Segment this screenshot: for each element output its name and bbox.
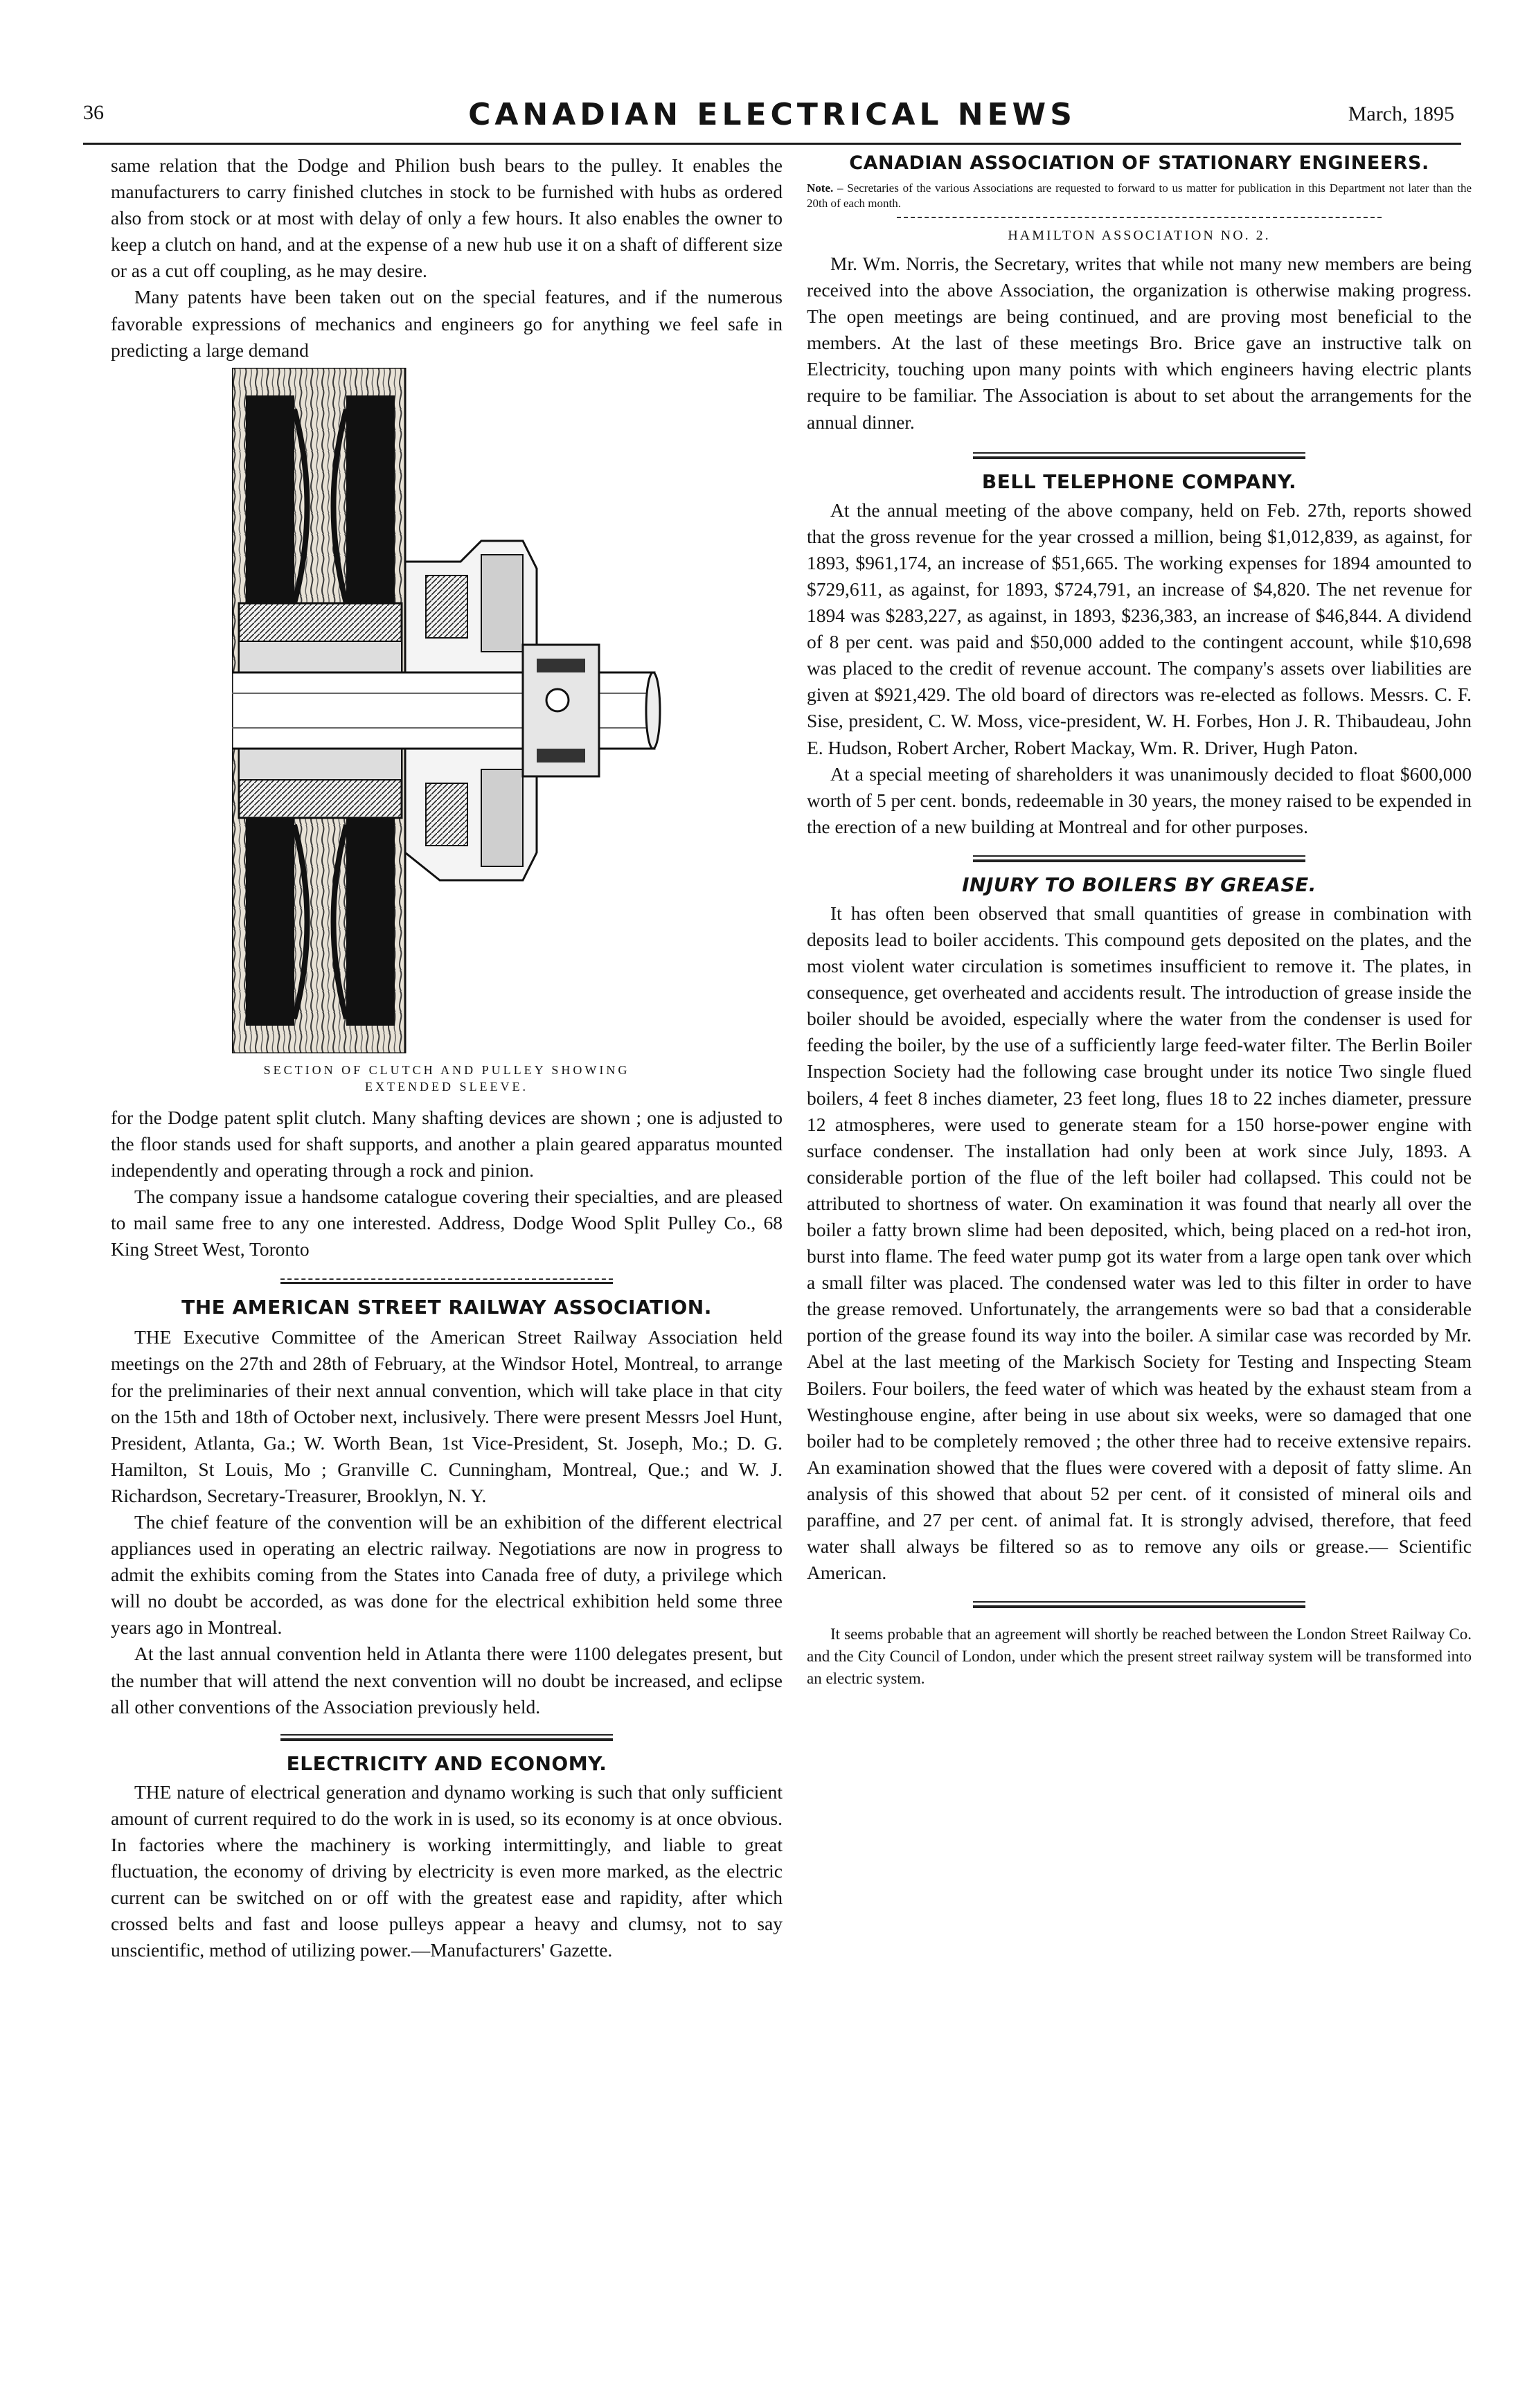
street-railway-paragraph-3: At the last annual convention held in Atlanta there were 1100 delegates present, but the number that will attend the next convention will no doubt be increased, and eclipse all other conventions of the Association previously held. xyxy=(111,1643,783,1718)
left-column xyxy=(111,152,783,1963)
masthead: CANADIAN ELECTRICAL NEWS xyxy=(468,97,1076,132)
intro-paragraph-1: same relation that the Dodge and Philion bush bears to the pulley. It enables the manufacturers to carry finished clutches in stock to be furnished with hubs as ordered also from stock or at most with delay of only a few hours. It also enables the owner to keep a clutch on hand, and at the expense of a new hub use it on a shaft of different size or as a cut off coupling, as he may desire. xyxy=(111,154,783,282)
grease-paragraph-1: It has often been observed that small quantities of grease in combination with deposits lead to boiler accidents. This compound gets deposited on the plates, and the most violent water circulation is sometimes insufficient to remove it. The plates, in consequence, get overheated and accidents result. The introduction of grease inside the boiler should be avoided, especially where the water from the condenser is used for feeding the boiler, by the use of a sufficiently large feed-water filter. The Berlin Boiler Inspection Society had the following case brought under its notice Two single flued boilers, 4 feet 8 inches diameter, 23 feet long, flues 18 to 22 inches diameter, pressure 12 atmospheres, were used to generate steam for a 150 horse-power engine with surface condenser. The installation had only been at work since July, 1893. A considerable portion of the flue of the left boiler had collapsed. This could not be attributed to shortness of water. On examination it was found that nearly all over the boiler a fatty brown slime had been deposited, which, being placed on a red-hot iron, burst into flame. The feed water pump got its water from a large open tank over which a small filter was placed. The condensed water was led to this filter in order to have the grease removed. Unfortunately, the arrangements were so bad that a considerable portion of the grease found its way into the boiler. A similar case was recorded by Mr. Abel at the last meeting of the Markisch Society for Testing and Inspecting Steam Boilers. Four boilers, the feed water of which was heated by the exhaust steam from a Westinghouse engine, after being in use about six weeks, were so damaged that one boiler had to be completely removed ; the other three had to receive extensive repairs. An examination showed that the flues were covered with a deposit of fatty slime. An analysis of this showed that about 52 per cent. of it consisted of mineral oils and paraffine, and 27 per cent. of animal fat. It is strongly advised, therefore, that feed water shall always be filtered so as to remove any oils or grease.— Scientific American. xyxy=(807,902,1472,1584)
bell-paragraph-1: At the annual meeting of the above company, held on Feb. 27th, reports showed that the gross revenue for the year crossed a million, being $1,012,839, as against, for 1893, $961,174, an increase of $51,665. The working expenses for 1894 amounted to $729,611, as against, for 1893, $724,791, an increase of $4,820. The net revenue for 1894 was $283,227, as against, in 1893, $236,383, an increase of $46,844. A dividend of 8 per cent. was paid and $50,000 added to the contingent account, while $10,698 was placed to the credit of revenue account. The company's assets over liabilities are given at $921,429. The old board of directors was re-elected as follows. Messrs. C. F. Sise, president, C. W. Moss, vice-president, W. H. Forbes, Hon J. R. Thibaudeau, John E. Hudson, Robert Archer, Robert Mackay, Wm. R. Driver, Hugh Paton. xyxy=(807,499,1472,758)
figure-caption-line-1: SECTION OF CLUTCH AND PULLEY SHOWING xyxy=(263,1062,630,1077)
note-divider xyxy=(897,217,1382,220)
after-figure-paragraph-1: for the Dodge patent split clutch. Many shafting devices are shown ; one is adjusted to the floor stands used for shaft supports, and another a plain geared apparatus mounted independently and operating through a rock and pinion. xyxy=(111,1106,783,1181)
right-column xyxy=(807,152,1472,1690)
street-railway-title: THE AMERICAN STREET RAILWAY ASSOCIATION. xyxy=(181,1296,712,1319)
bell-paragraph-2: At a special meeting of shareholders it was unanimously decided to float $600,000 worth of 5 per cent. bonds, redeemable in 30 years, the money raised to be expended in the erection of a new building at Montreal and for other purposes. xyxy=(807,762,1472,837)
street-railway-paragraph-2: The chief feature of the convention will be an exhibition of the different electrical appliances used in operating an electric railway. Negotiations are now in progress to admit the exhibits coming from the States into Canada free of duty, a privilege which will no doubt be accorded, as was done for the electrical exhibition held some three years ago in Montreal. xyxy=(111,1510,783,1639)
clutch-pulley-illustration xyxy=(232,368,661,1053)
grease-title: INJURY TO BOILERS BY GREASE. xyxy=(962,873,1316,896)
page-number: 36 xyxy=(83,101,104,124)
engineers-note xyxy=(807,181,1472,211)
page-header xyxy=(83,97,1461,139)
section-divider xyxy=(973,855,1305,864)
engineers-note-text: – Secretaries of the various Associations are requested to forward to us matter for publication in this Department not later than the 20th of each month. xyxy=(807,181,1472,210)
engineers-title: CANADIAN ASSOCIATION OF STATIONARY ENGINEERS. xyxy=(849,152,1429,174)
street-railway-paragraph-1: THE Executive Committee of the American Street Railway Association held meetings on the 27th and 28th of February, at the Windsor Hotel, Montreal, to arrange for the preliminaries of their next annual convention, which will take place in that city on the 15th and 18th of October next, inclusively. There were present Messrs Joel Hunt, President, Atlanta, Ga.; W. Worth Bean, 1st Vice-President, St. Joseph, Mo.; D. G. Hamilton, St Louis, Mo ; Granville C. Cunningham, Montreal, Que.; and W. J. Richardson, Secretary-Treasurer, Brooklyn, N. Y. xyxy=(111,1326,783,1506)
intro-paragraph-2: Many patents have been taken out on the special features, and if the numerous favorable expressions of mechanics and engineers go for anything we feel safe in predicting a large demand xyxy=(111,286,783,361)
after-figure-paragraph-2: The company issue a handsome catalogue covering their specialties, and are pleased to mail same free to any one interested. Address, Dodge Wood Split Pulley Co., 68 King Street West, Toronto xyxy=(111,1186,783,1260)
bell-title: BELL TELEPHONE COMPANY. xyxy=(981,470,1297,493)
final-note: It seems probable that an agreement will shortly be reached between the London Street Railway Co. and the City Council of London, under which the present street railway system will be transformed into an electric system. xyxy=(807,1625,1472,1688)
economy-paragraph-1: THE nature of electrical generation and dynamo working is such that only sufficient amount of current required to do the work in is used, so its economy is at once obvious. In factories where the machinery is working intermittingly, and liable to great fluctuation, the economy of driving by electricity is even more marked, as the electric current can be switched on or off with the greatest ease and rapidity, after which crossed belts and fast and loose pulleys appear a heavy and clumsy, not to say unscientific, method of utilizing power.—Manufacturers' Gazette. xyxy=(111,1781,783,1961)
hamilton-subhead: HAMILTON ASSOCIATION NO. 2. xyxy=(1008,228,1271,243)
economy-title: ELECTRICITY AND ECONOMY. xyxy=(286,1751,607,1775)
issue-date: March, 1895 xyxy=(1348,102,1454,125)
section-divider xyxy=(973,452,1305,461)
section-divider xyxy=(280,1276,613,1285)
section-divider xyxy=(280,1734,613,1742)
engineers-note-label: Note. xyxy=(807,181,834,195)
section-divider xyxy=(973,1601,1305,1609)
clutch-pulley-figure xyxy=(111,368,783,1067)
header-rule xyxy=(83,143,1461,145)
engineers-paragraph-1: Mr. Wm. Norris, the Secretary, writes that while not many new members are being received into the above Association, the organization is otherwise making progress. The open meetings are being continued, and are proving most beneficial to the members. At the last of these meetings Bro. Brice gave an instructive talk on Electricity, touching upon many points with which engineers having electric plants require to be familiar. The Association is about to set about the arrangements for the annual dinner. xyxy=(807,253,1472,433)
figure-caption-line-2: EXTENDED SLEEVE. xyxy=(365,1079,528,1094)
